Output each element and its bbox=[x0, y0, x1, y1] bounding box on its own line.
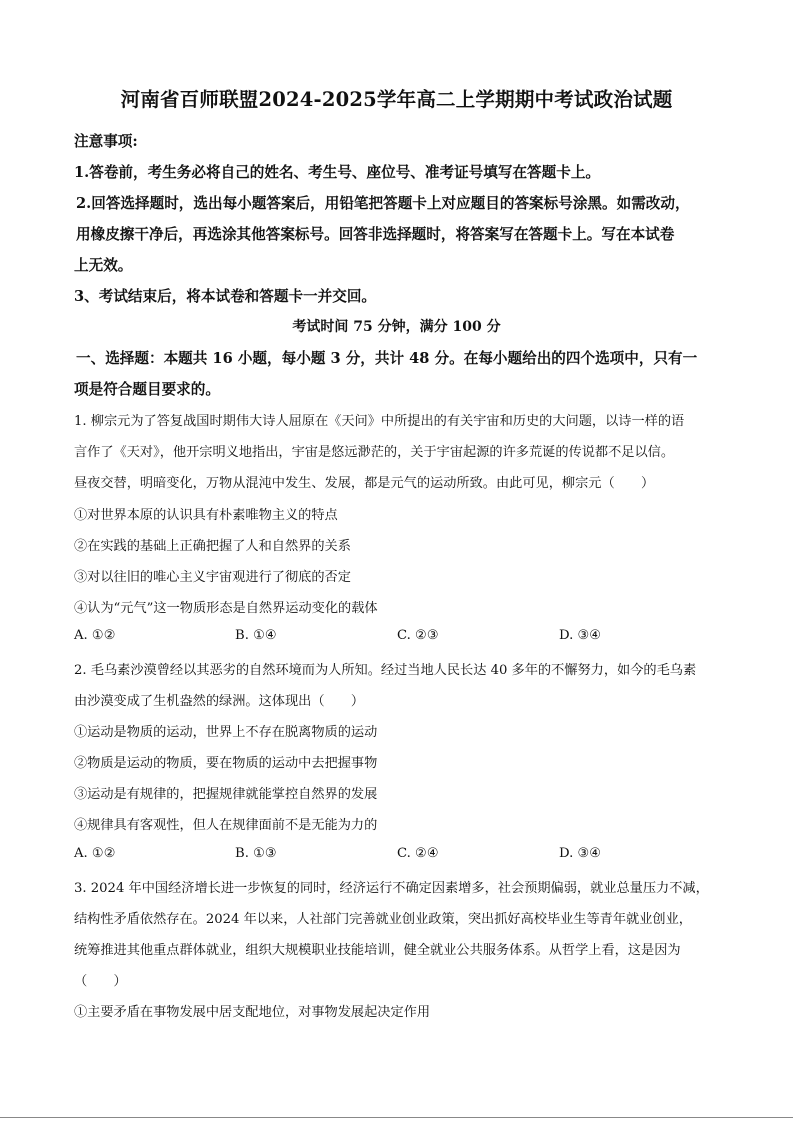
q1-option-d: D. ③④ bbox=[559, 628, 602, 643]
q2-statement-3: ③运动是有规律的，把握规律就能掌控自然界的发展 bbox=[74, 787, 378, 802]
notice-item-3: 3、考试结束后，将本试卷和答题卡一并交回。 bbox=[74, 288, 377, 305]
notice-item-2-line-3: 上无效。 bbox=[74, 257, 133, 274]
q2-stem-line-1: 2. 毛乌素沙漠曾经以其恶劣的自然环境而为人所知。经过当地人民长达 40 多年的不懈努力，如今的毛乌素 bbox=[74, 663, 697, 678]
q1-statement-2: ②在实践的基础上正确把握了人和自然界的关系 bbox=[74, 539, 351, 554]
q3-stem-line-1: 3. 2024 年中国经济增长进一步恢复的同时，经济运行不确定因素增多，社会预期偏弱，就业总量压力不减， bbox=[74, 881, 709, 896]
section-1-heading-line-1: 一、选择题：本题共 16 小题，每小题 3 分，共计 48 分。在每小题给出的四个选项中，只有一 bbox=[76, 350, 698, 367]
section-1-heading-line-2: 项是符合题目要求的。 bbox=[74, 381, 220, 398]
q2-option-c: C. ②④ bbox=[397, 846, 439, 861]
q1-option-b: B. ①④ bbox=[235, 628, 277, 643]
notice-item-2-line-1: 2.回答选择题时，选出每小题答案后，用铅笔把答题卡上对应题目的答案标号涂黑。如需改动， bbox=[76, 195, 690, 212]
q1-stem-line-3: 昼夜交替，明暗变化，万物从混沌中发生、发展，都是元气的运动所致。由此可见，柳宗元（ ） bbox=[74, 476, 655, 491]
q2-statement-2: ②物质是运动的物质，要在物质的运动中去把握事物 bbox=[74, 756, 378, 771]
notice-item-2-line-2: 用橡皮擦干净后，再选涂其他答案标号。回答非选择题时，将答案写在答题卡上。写在本试卷 bbox=[76, 226, 675, 243]
q3-stem-line-3: 统筹推进其他重点群体就业，组织大规模职业技能培训，健全就业公共服务体系。从哲学上看，这是因为 bbox=[74, 943, 681, 958]
q1-option-c: C. ②③ bbox=[397, 628, 439, 643]
notice-heading: 注意事项: bbox=[74, 133, 138, 150]
notice-item-1: 1.答卷前，考生务必将自己的姓名、考生号、座位号、准考证号填写在答题卡上。 bbox=[74, 164, 601, 181]
q2-option-b: B. ①③ bbox=[235, 846, 277, 861]
exam-info: 考试时间 75 分钟，满分 100 分 bbox=[292, 319, 501, 335]
q3-statement-1: ①主要矛盾在事物发展中居支配地位，对事物发展起决定作用 bbox=[74, 1005, 431, 1020]
q2-statement-1: ①运动是物质的运动，世界上不存在脱离物质的运动 bbox=[74, 725, 378, 740]
q2-option-a: A. ①② bbox=[74, 846, 116, 861]
q1-stem-line-2: 言作了《天对》，他开宗明义地指出，宇宙是悠远渺茫的，关于宇宙起源的许多荒诞的传说都不足以信。 bbox=[74, 445, 675, 460]
q3-stem-line-4: （ ） bbox=[74, 974, 127, 989]
q1-option-a: A. ①② bbox=[74, 628, 116, 643]
q3-stem-line-2: 结构性矛盾依然存在。2024 年以来，人社部门完善就业创业政策，突出抓好高校毕业生等青年就业创业， bbox=[74, 912, 692, 927]
q1-statement-3: ③对以往旧的唯心主义宇宙观进行了彻底的否定 bbox=[74, 570, 351, 585]
page-bottom-rule bbox=[0, 1117, 793, 1118]
page-title: 河南省百师联盟2024-2025学年高二上学期期中考试政治试题 bbox=[120, 88, 673, 111]
q1-statement-4: ④认为“元气”这一物质形态是自然界运动变化的载体 bbox=[74, 601, 378, 616]
q1-stem-line-1: 1. 柳宗元为了答复战国时期伟大诗人屈原在《天问》中所提出的有关宇宙和历史的大问题，以诗一样的语 bbox=[74, 414, 685, 429]
q2-stem-line-2: 由沙漠变成了生机盎然的绿洲。这体现出（ ） bbox=[74, 694, 365, 709]
q1-statement-1: ①对世界本原的认识具有朴素唯物主义的特点 bbox=[74, 508, 338, 523]
q2-statement-4: ④规律具有客观性，但人在规律面前不是无能为力的 bbox=[74, 818, 378, 833]
q2-option-d: D. ③④ bbox=[559, 846, 602, 861]
